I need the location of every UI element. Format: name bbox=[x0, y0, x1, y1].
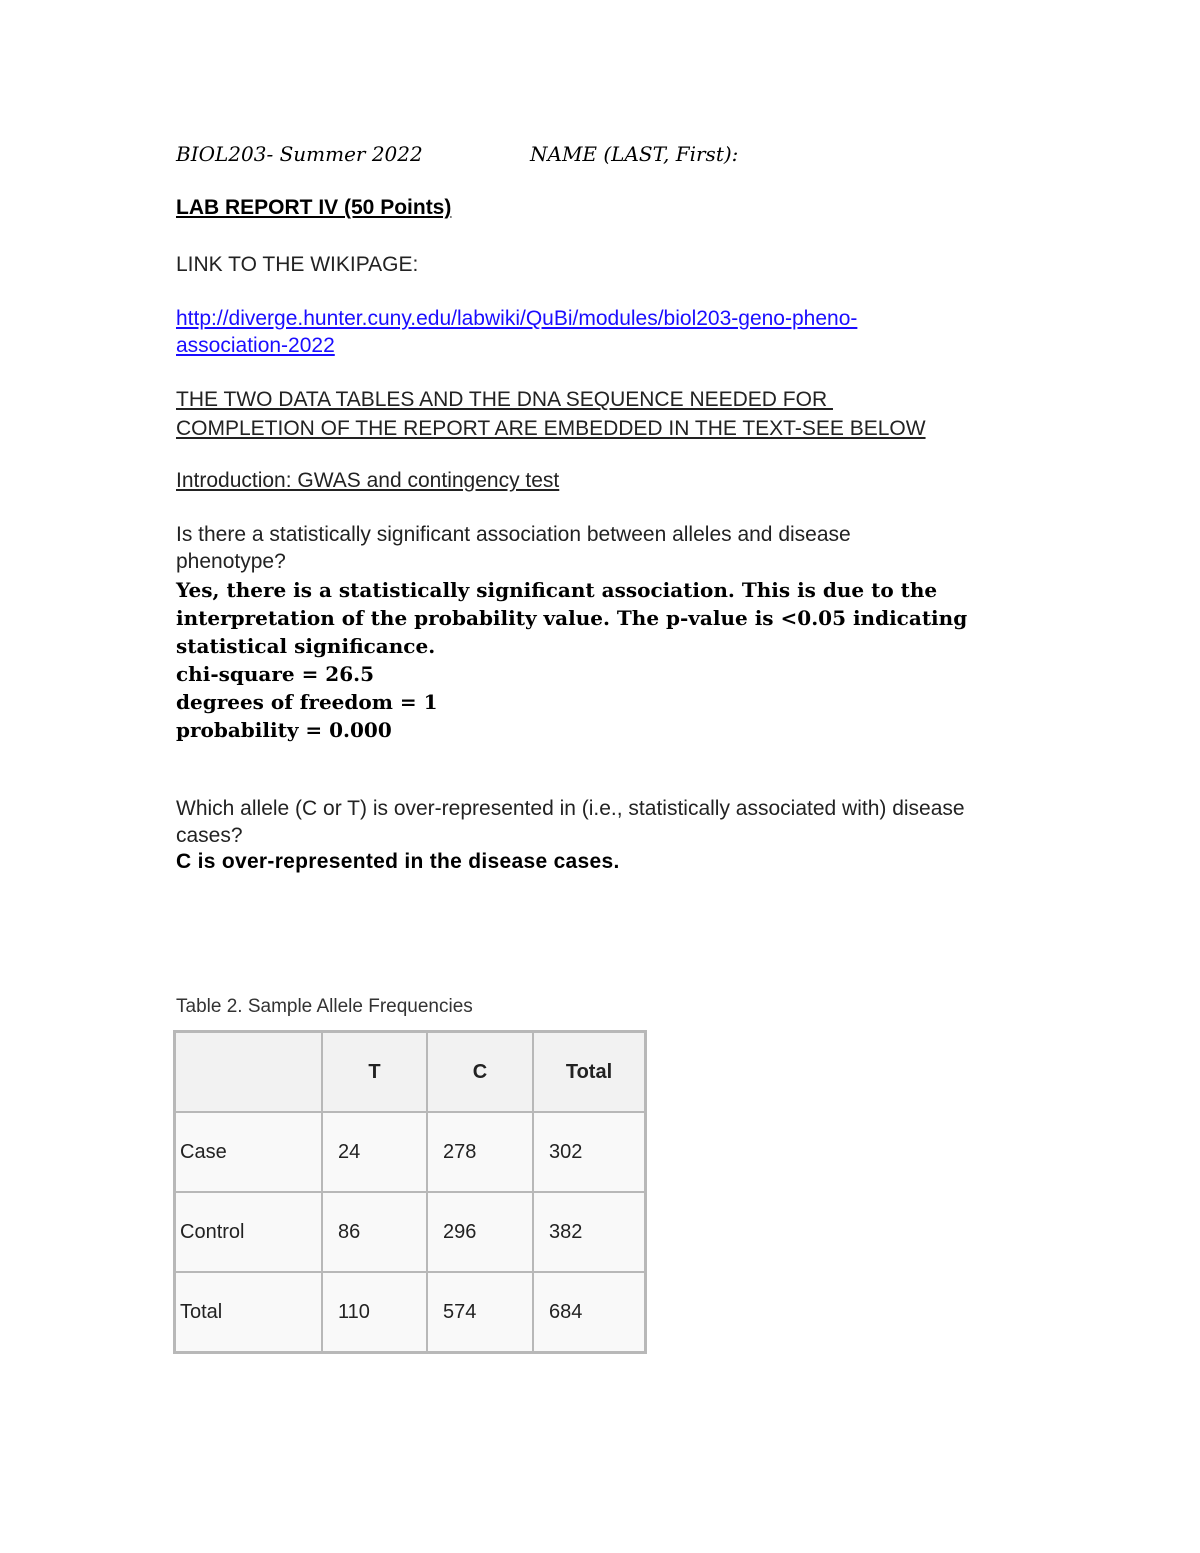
wiki-link-line-1[interactable]: http://diverge.hunter.cuny.edu/labwiki/QuBi/modules/biol203-geno-pheno- bbox=[176, 307, 858, 330]
notice-line-1: THE TWO DATA TABLES AND THE DNA SEQUENCE NEEDED FOR bbox=[176, 388, 833, 411]
answer-1-text: Yes, there is a statistically significant association. This is due to the interpretation of the probability value. The p-value is <0.05 indicating statistical significance. bbox=[176, 578, 968, 658]
report-title: LAB REPORT IV (50 Points) bbox=[176, 196, 452, 219]
degrees-of-freedom-value: degrees of freedom = 1 bbox=[176, 690, 438, 714]
table-caption: Table 2. Sample Allele Frequencies bbox=[176, 996, 473, 1017]
table-header-cell: Total bbox=[533, 1032, 646, 1113]
table-cell: 574 bbox=[427, 1272, 533, 1353]
probability-value: probability = 0.000 bbox=[176, 718, 392, 742]
question-2: Which allele (C or T) is over-represented in (i.e., statistically associated with) disease cases? bbox=[176, 797, 965, 847]
table-row bbox=[175, 1192, 646, 1272]
table-cell: 278 bbox=[427, 1112, 533, 1192]
table-header-row bbox=[175, 1032, 646, 1113]
table-cell: Case bbox=[175, 1112, 323, 1192]
answer-1 bbox=[176, 576, 976, 744]
wiki-link-line-2[interactable]: association-2022 bbox=[176, 334, 335, 357]
table-row bbox=[175, 1112, 646, 1192]
question-1: Is there a statistically significant association between alleles and disease phenotype? bbox=[176, 523, 851, 573]
chi-square-value: chi-square = 26.5 bbox=[176, 662, 375, 686]
table-row bbox=[175, 1272, 646, 1353]
intro-heading: Introduction: GWAS and contingency test bbox=[176, 469, 560, 492]
table-cell: Control bbox=[175, 1192, 323, 1272]
table-cell: 296 bbox=[427, 1192, 533, 1272]
table-header-cell: T bbox=[322, 1032, 427, 1113]
table-cell: 110 bbox=[322, 1272, 427, 1353]
table-header-cell bbox=[175, 1032, 323, 1113]
table-cell: 302 bbox=[533, 1112, 646, 1192]
table-cell: 24 bbox=[322, 1112, 427, 1192]
table-header-cell: C bbox=[427, 1032, 533, 1113]
table-cell: 382 bbox=[533, 1192, 646, 1272]
notice bbox=[176, 385, 1056, 443]
allele-frequency-table bbox=[173, 1030, 647, 1354]
name-label: NAME (LAST, First): bbox=[530, 142, 739, 166]
table-cell: 86 bbox=[322, 1192, 427, 1272]
answer-2: C is over-represented in the disease cases. bbox=[176, 850, 620, 873]
notice-line-2: COMPLETION OF THE REPORT ARE EMBEDDED IN THE TEXT-SEE BELOW bbox=[176, 417, 926, 440]
document-header bbox=[176, 142, 739, 166]
table-cell: Total bbox=[175, 1272, 323, 1353]
course-label: BIOL203- Summer 2022 bbox=[176, 142, 423, 166]
table-cell: 684 bbox=[533, 1272, 646, 1353]
wiki-link[interactable] bbox=[176, 305, 1016, 359]
link-label: LINK TO THE WIKIPAGE: bbox=[176, 253, 419, 276]
